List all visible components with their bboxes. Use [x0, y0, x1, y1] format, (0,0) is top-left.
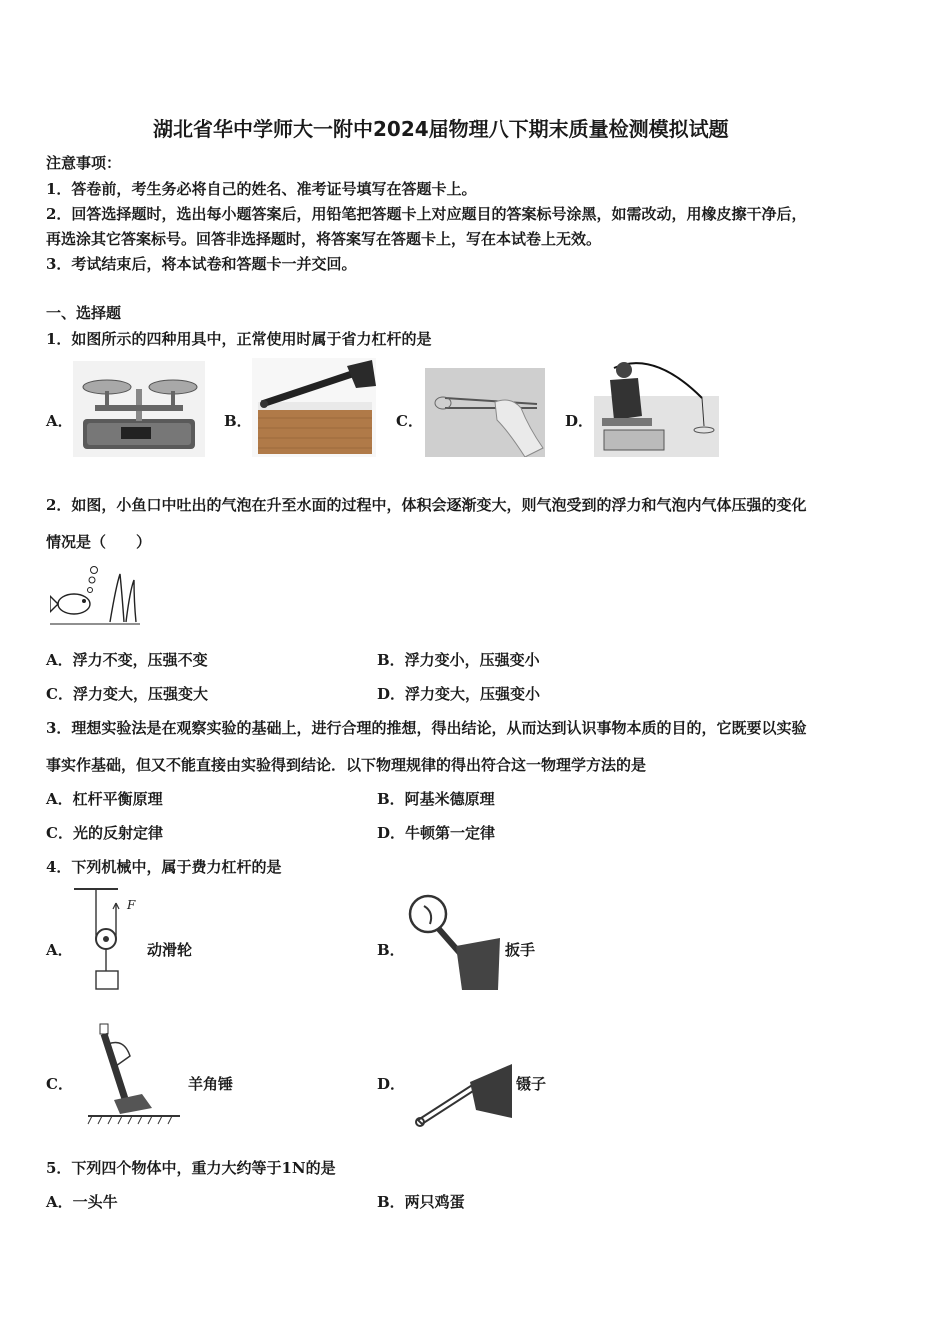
chopsticks-hand-image: [425, 368, 545, 457]
wrench-image: [404, 890, 504, 994]
question-2-stem-cont: 情况是（ ）: [46, 533, 152, 551]
q4-option-d-label: D．: [377, 1075, 406, 1093]
notice-item: 2．回答选择题时，选出每小题答案后，用铅笔把答题卡上对应题目的答案标号涂黑，如需改动，用橡皮擦干净后，: [46, 205, 807, 223]
q2-option-a: A．浮力不变，压强不变: [46, 651, 208, 669]
q4-option-d-name: 镊子: [516, 1075, 547, 1093]
q1-option-a-label: A．: [46, 412, 73, 430]
q3-option-a: A．杠杆平衡原理: [46, 790, 163, 808]
question-2-stem: 2．如图，小鱼口中吐出的气泡在升至水面的过程中，体积会逐渐变大，则气泡受到的浮力和气泡内气体压强的变化: [46, 496, 807, 514]
paper-cutter-image: [252, 358, 376, 457]
section-heading: 一、选择题: [46, 304, 122, 322]
q3-option-b: B．阿基米德原理: [377, 790, 495, 808]
question-5-stem: 5．下列四个物体中，重力大约等于1N的是: [46, 1159, 336, 1177]
claw-hammer-image: [86, 1020, 182, 1128]
notice-heading: 注意事项：: [46, 154, 122, 172]
fish-bubbles-image: [50, 566, 140, 628]
q4-option-a-name: 动滑轮: [147, 941, 193, 959]
notice-item: 1．答卷前，考生务必将自己的姓名、准考证号填写在答题卡上。: [46, 180, 477, 198]
notice-item: 3．考试结束后，将本试卷和答题卡一并交回。: [46, 255, 357, 273]
question-1-stem: 1．如图所示的四种用具中，正常使用时属于省力杠杆的是: [46, 330, 432, 348]
q4-option-c-name: 羊角锤: [188, 1075, 234, 1093]
question-3-stem: 3．理想实验法是在观察实验的基础上，进行合理的推想，得出结论，从而达到认识事物本质的目的，它既要以实验: [46, 719, 807, 737]
question-3-stem-cont: 事实作基础，但又不能直接由实验得到结论．以下物理规律的得出符合这一物理学方法的是: [46, 756, 647, 774]
q1-option-b-label: B．: [224, 412, 252, 430]
q2-option-b: B．浮力变小，压强变小: [377, 651, 540, 669]
q1-option-d-label: D．: [565, 412, 594, 430]
q3-option-c: C．光的反射定律: [46, 824, 163, 842]
page-title: 湖北省华中学师大一附中2024届物理八下期末质量检测模拟试题: [153, 117, 729, 141]
notice-item: 再选涂其它答案标号。回答非选择题时，将答案写在答题卡上，写在本试卷上无效。: [46, 230, 602, 248]
q3-option-d: D．牛顿第一定律: [377, 824, 496, 842]
balance-scale-image: [73, 361, 205, 457]
force-label: F: [127, 898, 136, 912]
q5-option-b: B．两只鸡蛋: [377, 1193, 465, 1211]
q4-option-b-label: B．: [377, 941, 405, 959]
q2-option-d: D．浮力变大，压强变小: [377, 685, 541, 703]
q4-option-c-label: C．: [46, 1075, 73, 1093]
q4-option-b-name: 扳手: [505, 941, 536, 959]
q1-option-c-label: C．: [396, 412, 423, 430]
q2-option-c: C．浮力变大，压强变大: [46, 685, 208, 703]
fishing-rod-image: [594, 356, 719, 457]
question-4-stem: 4．下列机械中，属于费力杠杆的是: [46, 858, 282, 876]
tweezers-image: [412, 1054, 514, 1128]
q5-option-a: A．一头牛: [46, 1193, 118, 1211]
q4-option-a-label: A．: [46, 941, 73, 959]
